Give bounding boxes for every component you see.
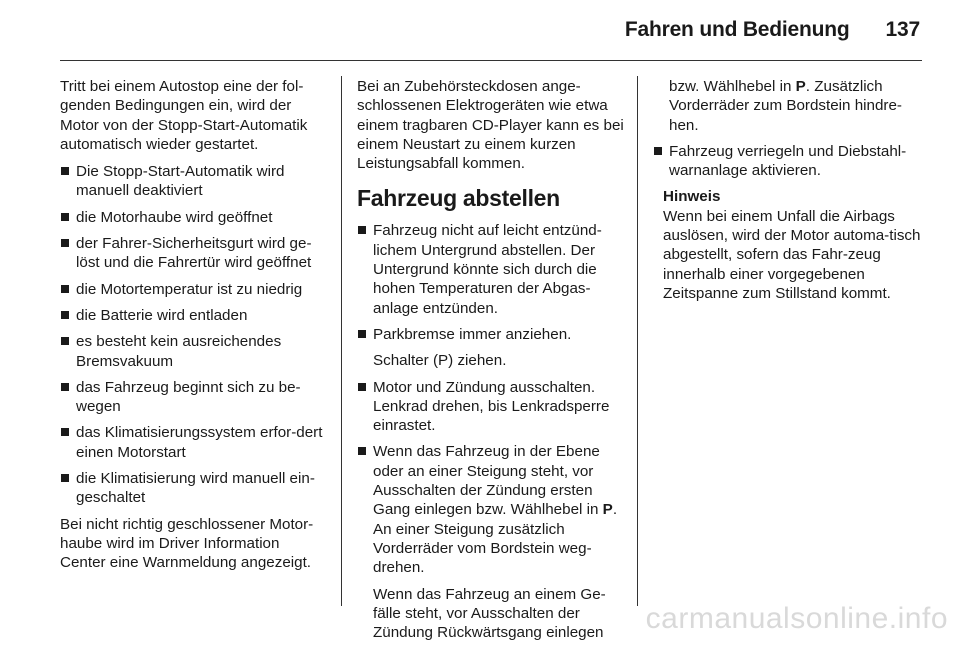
column-divider-2 [637, 76, 638, 606]
list-item: das Fahrzeug beginnt sich zu be-wegen [60, 378, 328, 417]
list-item: Parkbremse immer anziehen. [357, 325, 625, 344]
column-1 [60, 77, 328, 581]
header-title: Fahren und Bedienung [624, 18, 850, 41]
list-item-continuation [653, 77, 923, 135]
list-item: die Motortemperatur ist zu niedrig [60, 280, 328, 299]
col3-list [653, 142, 923, 181]
col1-intro: Tritt bei einem Autostop eine der fol-genden Bedingungen ein, wird der Motor von der Stopp-Start-Automatik automatisch wieder gestartet. [60, 78, 308, 153]
section-heading: Fahrzeug abstellen [357, 185, 560, 212]
gear-p-label: P [795, 78, 806, 95]
list-item: Motor und Zündung ausschalten. Lenkrad drehen, bis Lenkradsperre einrastet. [357, 378, 625, 436]
header-rule [60, 60, 922, 61]
column-3 [653, 77, 923, 303]
note-text: Wenn bei einem Unfall die Airbags auslösen, wird der Motor automa-tisch abgestellt, sofern das Fahr-zeug innerhalb einer vorgegebenen Zeitspanne zum Stillstand kommt. [663, 207, 921, 302]
parking-brake-icon: (P) [432, 352, 454, 370]
list-item: das Klimatisierungssystem erfor-dert einen Motorstart [60, 423, 328, 462]
list-item: der Fahrer-Sicherheitsgurt wird ge-löst und die Fahrertür wird geöffnet [60, 234, 328, 273]
col1-outro: Bei nicht richtig geschlossener Motor-haube wird im Driver Information Center eine Warnmeldung angezeigt. [60, 515, 314, 572]
list-item: Die Stopp-Start-Automatik wird manuell deaktiviert [60, 162, 328, 201]
col2-list-cont [357, 378, 625, 578]
list-item: es besteht kein ausreichendes Bremsvakuum [60, 332, 328, 371]
list-item [357, 442, 625, 577]
sub-text-pre: Schalter [373, 352, 429, 370]
page-number: 137 [885, 18, 920, 41]
list-item: die Motorhaube wird geöffnet [60, 208, 328, 227]
item-text: . An einer Steigung zusätzlich Vorderräder vom Bordstein weg-drehen. [373, 501, 618, 577]
item-text: Wenn das Fahrzeug in der Ebene oder an einer Steigung steht, vor Ausschalten der Zündung ersten Gang einlegen bzw. Wählhebel in [373, 443, 600, 519]
list-item: Fahrzeug nicht auf leicht entzünd-lichem Untergrund abstellen. Der Untergrund könnte sich durch die hohen Temperaturen der Abgas-anlage entzünden. [357, 221, 625, 317]
list-item: Fahrzeug verriegeln und Diebstahl-warnanlage aktivieren. [653, 142, 923, 181]
parking-brake-instruction [357, 351, 625, 370]
watermark: carmanualsonline.info [645, 602, 948, 635]
list-item: die Klimatisierung wird manuell ein-geschaltet [60, 469, 328, 508]
column-2 [357, 77, 625, 649]
sub-text-post: ziehen. [457, 352, 507, 370]
col1-list [60, 162, 328, 507]
column-divider-1 [341, 76, 342, 606]
page-header [625, 18, 920, 42]
col2-intro: Bei an Zubehörsteckdosen ange-schlossenen Elektrogeräten wie etwa einem tragbaren CD-Player kann es bei einem Neustart zu einem kurzen Leistungsabfall kommen. [357, 78, 624, 173]
col2-list [357, 221, 625, 344]
list-item-continuation: Wenn das Fahrzeug an einem Ge-fälle steht, vor Ausschalten der Zündung Rückwärtsgang einlegen [373, 585, 606, 642]
note-title: Hinweis [663, 188, 721, 206]
item-text: bzw. Wählhebel in [669, 78, 792, 95]
item-text: . Zusätzlich Vorderräder zum Bordstein hindre-hen. [669, 78, 902, 134]
note-box [653, 187, 923, 303]
gear-p-label: P [602, 501, 613, 519]
list-item: die Batterie wird entladen [60, 306, 328, 325]
